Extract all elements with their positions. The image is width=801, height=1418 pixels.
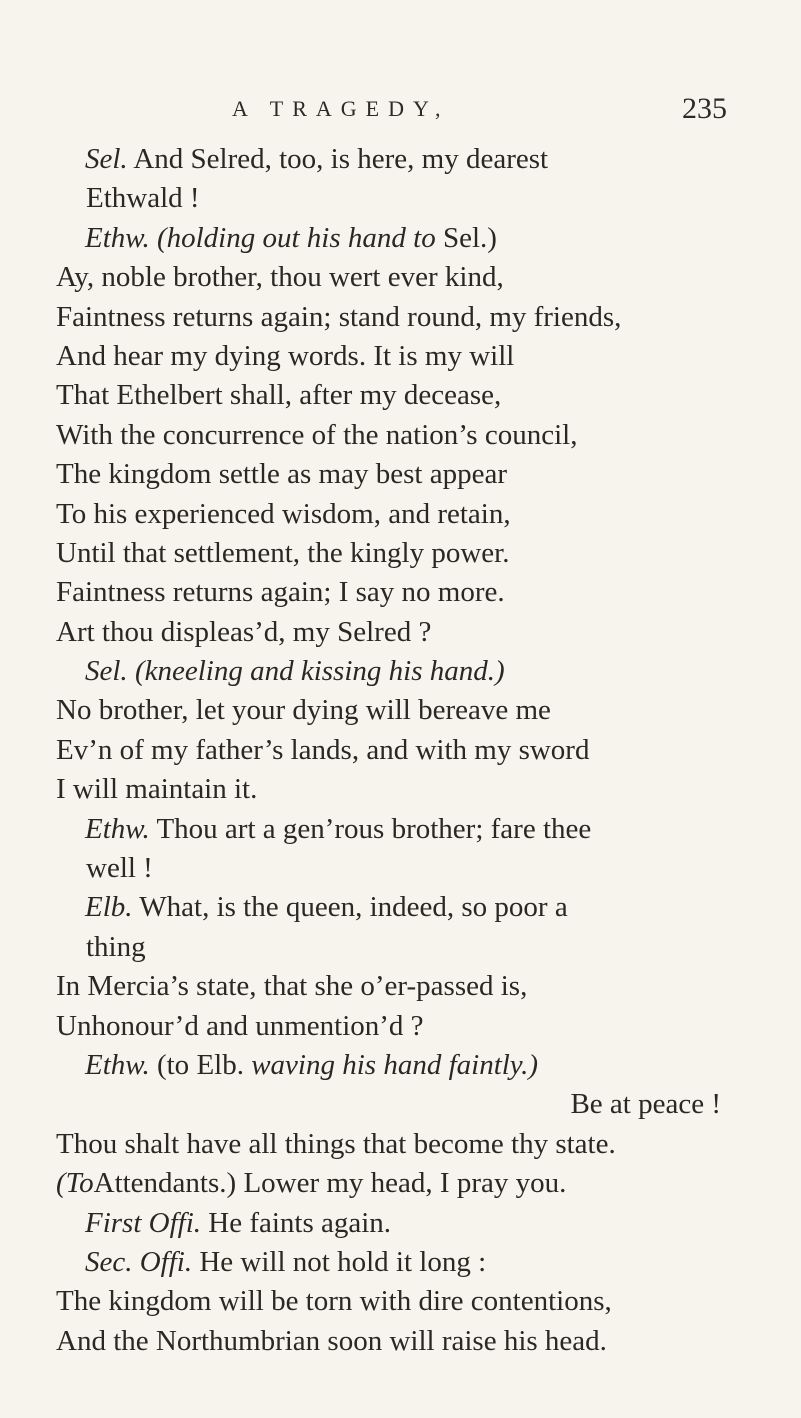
- verse-text: Ethwald !: [86, 182, 200, 215]
- page-header: [0, 92, 801, 136]
- verse-line: [0, 1007, 801, 1046]
- verse-line: [0, 455, 801, 494]
- verse-text: Unhonour’d and unmention’d ?: [56, 1009, 424, 1042]
- speech-line: [0, 888, 801, 927]
- play-text: [0, 140, 801, 1361]
- verse-line: [0, 416, 801, 455]
- verse-text: With the concurrence of the nation’s council,: [56, 418, 578, 451]
- verse-text: Until that settlement, the kingly power.: [56, 536, 510, 569]
- verse-line: [0, 770, 801, 809]
- verse-line: [0, 258, 801, 297]
- verse-text: In Mercia’s state, that she o’er-passed is,: [56, 970, 528, 1003]
- verse-line: [0, 534, 801, 573]
- verse-line: [0, 967, 801, 1006]
- stage-direction: (kneeling and kissing his hand.): [134, 655, 505, 688]
- page-number: 235: [682, 92, 727, 125]
- verse-line: [0, 613, 801, 652]
- running-title: A TRAGEDY,: [232, 96, 450, 121]
- verse-text: Faintness returns again; stand round, my friends,: [56, 300, 622, 333]
- verse-text: The kingdom will be torn with dire contentions,: [56, 1285, 612, 1318]
- speech-line: [0, 810, 801, 849]
- speech-text: And Selred, too, is here, my dearest: [133, 143, 549, 175]
- verse-text: Art thou displeas’d, my Selred ?: [56, 615, 432, 648]
- verse-line: [0, 337, 801, 376]
- verse-text: Faintness returns again; I say no more.: [56, 576, 505, 609]
- stage-direction-name: Elb.: [196, 1048, 244, 1081]
- verse-line: [0, 573, 801, 612]
- stage-direction-open: (To: [56, 1167, 94, 1200]
- verse-text: And the Northumbrian soon will raise his head.: [56, 1324, 607, 1357]
- verse-line: [0, 298, 801, 337]
- speaker-name: Elb.: [85, 891, 133, 924]
- continuation-line: [0, 928, 801, 967]
- speech-text: What, is the queen, indeed, so poor a: [139, 891, 568, 924]
- verse-text: Thou shalt have all things that become thy state.: [56, 1127, 616, 1160]
- speaker-name: Sel.: [85, 655, 128, 688]
- speaker-name: Ethw.: [85, 812, 150, 845]
- stage-direction: (holding out his hand to: [156, 221, 436, 254]
- verse-line: [0, 495, 801, 534]
- verse-line: [0, 376, 801, 415]
- verse-text: And hear my dying words. It is my will: [56, 339, 515, 372]
- speaker-name: Sec. Offi.: [85, 1245, 193, 1278]
- verse-text: Be at peace !: [570, 1088, 721, 1121]
- stage-direction: waving his hand faintly.): [251, 1048, 538, 1081]
- verse-line: [0, 691, 801, 730]
- verse-text: The kingdom settle as may best appear: [56, 458, 507, 491]
- verse-text: No brother, let your dying will bereave me: [56, 694, 551, 727]
- speech-line: [0, 219, 801, 258]
- verse-line: [0, 1164, 801, 1203]
- verse-text: well !: [86, 852, 153, 885]
- verse-text: Ev’n of my father’s lands, and with my sword: [56, 733, 590, 766]
- speech-line: [0, 1046, 801, 1085]
- speech-line: [0, 652, 801, 691]
- verse-line: [0, 1322, 801, 1361]
- verse-text: Lower my head, I pray you.: [243, 1167, 567, 1200]
- indented-half-line: [0, 1085, 801, 1124]
- speech-line: [0, 140, 801, 179]
- verse-text: That Ethelbert shall, after my decease,: [56, 379, 502, 412]
- stage-direction-name: Attendants.): [93, 1167, 237, 1200]
- verse-line: [0, 1282, 801, 1321]
- speaker-name: First Offi.: [85, 1206, 202, 1239]
- speech-text: He will not hold it long :: [199, 1245, 487, 1278]
- continuation-line: [0, 179, 801, 218]
- speaker-name: Sel.: [85, 143, 128, 175]
- verse-text: Ay, noble brother, thou wert ever kind,: [56, 261, 504, 294]
- speech-line: [0, 1243, 801, 1282]
- stage-direction-name: Sel.): [442, 221, 497, 254]
- continuation-line: [0, 849, 801, 888]
- verse-text: I will maintain it.: [56, 773, 258, 806]
- speaker-name: Ethw.: [85, 1048, 150, 1081]
- speech-text: Thou art a gen’rous brother; fare thee: [156, 812, 592, 845]
- verse-text: To his experienced wisdom, and retain,: [56, 497, 511, 530]
- speaker-name: Ethw.: [85, 221, 150, 254]
- stage-direction-open: (to: [156, 1048, 190, 1081]
- verse-line: [0, 1125, 801, 1164]
- verse-line: [0, 731, 801, 770]
- speech-text: He faints again.: [208, 1206, 392, 1239]
- verse-text: thing: [86, 930, 146, 963]
- speech-line: [0, 1204, 801, 1243]
